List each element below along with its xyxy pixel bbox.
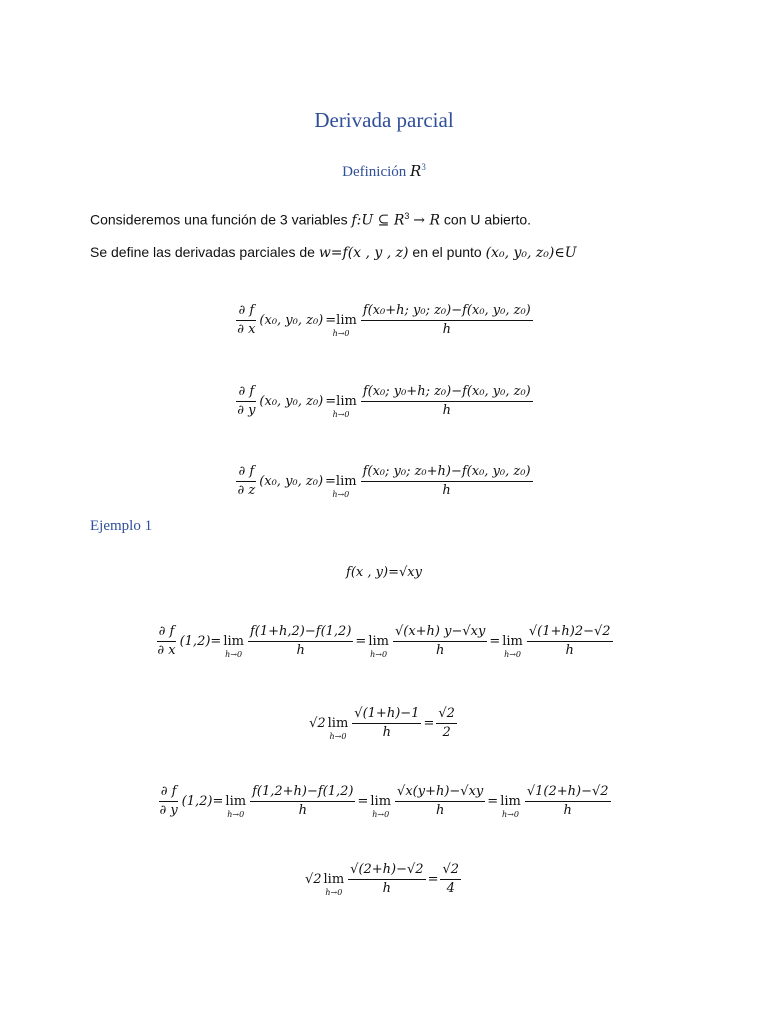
difference-quotient: $\frac{\text{f(x₀; y₀+h; z₀)−f(x₀, y₀, z₀)}}{h}$	[362, 384, 531, 418]
result-quotient: $\frac{√(2+h)-√2}{h}$	[350, 862, 424, 896]
limit-operator: lim h→0	[327, 715, 349, 741]
intro-line-1	[90, 211, 531, 229]
example-heading: Ejemplo 1	[90, 518, 153, 534]
root-prefix: √2	[309, 716, 326, 731]
limit-operator: lim h→0	[323, 871, 345, 897]
example-partial-y-result: √2 lim h→0 $\frac{√(2+h)-√2}{h}$ = $\frac{√2}{4}$	[304, 862, 460, 897]
quotient-1: $\frac{f(1,2+h)-f(1,2)}{h}$	[252, 784, 354, 818]
intro-text-2b: en el punto	[412, 244, 482, 260]
limit-operator: =lim h→0	[325, 312, 357, 338]
page-title: Derivada parcial	[314, 108, 454, 132]
limit-operator: lim h→0	[370, 793, 392, 819]
intro-text-1a: Consideremos una función de 3 variables	[90, 211, 348, 228]
result-quotient: $\frac{√(1+h)-1}{h}$	[354, 706, 420, 740]
section-heading-text: Definición	[342, 164, 407, 180]
limit-operator: lim h→0	[225, 793, 247, 819]
intro-math-2: w=f(x , y , z)	[318, 245, 409, 261]
intro-line-2	[90, 244, 577, 261]
limit-operator: lim h→0	[368, 633, 389, 659]
limit-operator: lim h→0	[500, 793, 521, 819]
quotient-3: $\frac{√(1+h)2-√2}{h}$	[528, 624, 611, 658]
partial-y-definition	[0, 384, 768, 419]
eval-point: (x₀, y₀, z₀)	[259, 474, 324, 489]
example-partial-x-result: √2 lim h→0 $\frac{√(1+h)-1}{h}$ = $\frac{√2}{2}$	[309, 706, 455, 741]
eval-point: (1,2)	[181, 794, 213, 809]
example-partial-y: $\frac{\partial f}{\partial y}$ (1,2) = lim h→0 $\frac{f(1,2+h)-f(1,2)}{h}$ = lim h→0 $\frac{√x(y+h)-√xy}{h}$ = lim h→0 $\frac{√1(2+h)-√2}{h}$	[159, 784, 609, 819]
quotient-2: $\frac{√x(y+h)-√xy}{h}$	[397, 784, 484, 818]
result-value: $\frac{√2}{4}$	[442, 862, 460, 896]
section-heading-exp: 3	[421, 162, 426, 172]
example-partial-x: $\frac{\partial f}{\partial x}$ (1,2) = lim h→0 $\frac{f(1+h,2)-f(1,2)}{h}$ = lim h→0 $\frac{√(x+h) y-√xy}{h}$ = lim h→0 $\frac{√(1+h)2-√2}{h}$	[157, 624, 611, 659]
limit-operator: lim h→0	[502, 633, 523, 659]
eval-point: (1,2)	[179, 634, 211, 649]
intro-text-2a: Se define las derivadas parciales de	[90, 244, 315, 260]
example-function	[0, 565, 768, 580]
difference-quotient: $\frac{\text{f(x₀+h; y₀; z₀)−f(x₀, y₀, z₀)}}{h}$	[362, 303, 531, 337]
section-heading	[0, 162, 768, 181]
lhs-fraction: $\frac{\partial f}{\partial y}$	[237, 384, 256, 418]
quotient-1: $\frac{f(1+h,2)-f(1,2)}{h}$	[249, 624, 352, 658]
partial-z-definition	[0, 464, 768, 499]
section-heading-symbol: R	[410, 162, 422, 180]
lhs-fraction: $\frac{\partial f}{\partial x}$	[237, 303, 256, 337]
eval-point: (x₀, y₀, z₀)	[259, 394, 324, 409]
lhs-fraction: $\frac{\partial f}{\partial x}$	[157, 624, 176, 658]
intro-math-point: (x₀, y₀, z₀)∈U	[485, 245, 577, 261]
limit-operator: =lim h→0	[325, 393, 357, 419]
lhs-fraction: $\frac{\partial f}{\partial y}$	[159, 784, 178, 818]
intro-math-1b: → R	[413, 212, 441, 229]
quotient-2: $\frac{√(x+h) y-√xy}{h}$	[394, 624, 486, 658]
difference-quotient: $\frac{\text{f(x₀; y₀; z₀+h)−f(x₀, y₀, z₀)}}{h}$	[362, 464, 531, 498]
partial-x-definition	[0, 303, 768, 338]
result-value: $\frac{√2}{2}$	[438, 706, 455, 740]
function-definition: f(x , y)=√xy	[346, 565, 422, 580]
lhs-fraction: $\frac{\partial f}{\partial z}$	[237, 464, 256, 498]
limit-operator: lim h→0	[223, 633, 244, 659]
intro-text-1b: con U abierto.	[443, 211, 532, 228]
intro-math-1-exp: 3	[404, 211, 410, 221]
intro-math-1: f:U ⊆ R	[351, 212, 405, 229]
eval-point: (x₀, y₀, z₀)	[259, 313, 324, 328]
root-prefix: √2	[304, 872, 322, 887]
quotient-3: $\frac{√1(2+h)-√2}{h}$	[526, 784, 609, 818]
limit-operator: =lim h→0	[325, 473, 357, 499]
